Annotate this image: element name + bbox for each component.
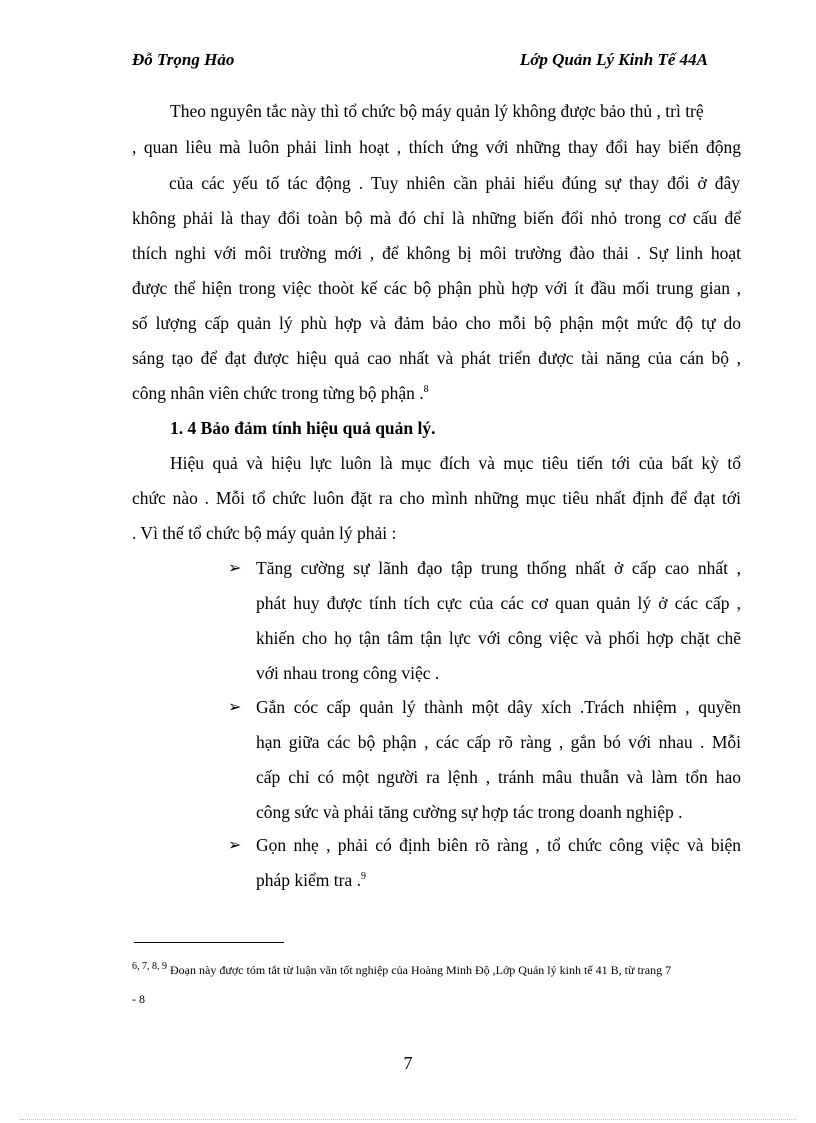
paragraph-line: . Vì thế tổ chức bộ máy quản lý phải :	[132, 523, 397, 543]
footnote-marks: 6, 7, 8, 9	[132, 961, 167, 972]
bullet-line: Tăng cường sự lãnh đạo tập trung thống nhất ở cấp cao nhất ,	[256, 558, 741, 578]
bullet-line: hạn giữa các bộ phận , các cấp rõ ràng , gắn bó với nhau . Mỗi	[256, 732, 741, 752]
paragraph-line: số lượng cấp quản lý phù hợp và đảm bảo cho mỗi bộ phận một mức độ tự do	[132, 313, 741, 333]
footnote-line: - 8	[132, 992, 145, 1006]
bullet-line: cấp chỉ có một người ra lệnh , tránh mâu thuẫn và làm tổn hao	[256, 767, 741, 787]
paragraph-line: được thể hiện trong việc thoòt kế các bộ phận phù hợp với ít đầu mối trung gian ,	[132, 278, 741, 298]
paragraph-line-last	[132, 382, 429, 404]
paragraph-line: không phải là thay đổi toàn bộ mà đó chỉ là những biến đổi nhỏ trong cơ cấu để	[132, 208, 741, 228]
bullet-line: phát huy được tính tích cực của các cơ quan quản lý ở các cấp ,	[256, 593, 741, 613]
paragraph-line: của các yếu tố tác động . Tuy nhiên cần phải hiểu đúng sự thay đổi ở đây	[169, 173, 740, 193]
bullet-line: với nhau trong công việc .	[256, 663, 440, 683]
bullet-line-last	[256, 869, 366, 891]
paragraph-line: sáng tạo để đạt được hiệu quả cao nhất và phát triển được tài năng của cán bộ ,	[132, 348, 741, 368]
paragraph-line: Hiệu quả và hiệu lực luôn là mục đích và mục tiêu tiến tới của bất kỳ tổ	[170, 453, 741, 473]
arrow-bullet-icon: ➢	[228, 837, 242, 854]
footnote-line	[132, 963, 671, 978]
footnote-text: Đoạn này được tóm tắt từ luận văn tốt nghiệp của Hoàng Minh Độ ,Lớp Quản lý kinh tế 41 B, từ trang 7	[170, 963, 672, 977]
bullet-line: Gắn cóc cấp quản lý thành một dây xích .Trách nhiệm , quyền	[256, 697, 741, 717]
bullet-line: khiến cho họ tận tâm tận lực với công việc và phối hợp chặt chẽ	[256, 628, 741, 648]
paragraph-line: chức nào . Mỗi tổ chức luôn đặt ra cho mình những mục tiêu nhất định để đạt tới	[132, 488, 741, 508]
paragraph-line: thích nghi với môi trường mới , để không bị môi trường đào thải . Sự linh hoạt	[132, 243, 741, 263]
paragraph-line: Theo nguyên tắc này thì tổ chức bộ máy quản lý không được bảo thủ , trì trệ	[170, 101, 704, 121]
page-number: 7	[403, 1053, 413, 1073]
footnote-ref: 8	[423, 384, 429, 396]
page-bottom-border	[20, 1119, 796, 1120]
footnote-separator	[134, 942, 284, 943]
bullet-line: Gọn nhẹ , phải có định biên rõ ràng , tổ chức công việc và biện	[256, 835, 741, 855]
paragraph-text: công nhân viên chức trong từng bộ phận .	[132, 383, 424, 403]
header-author: Đỗ Trọng Hảo	[132, 50, 235, 69]
bullet-text: pháp kiểm tra .	[256, 870, 361, 890]
bullet-line: công sức và phải tăng cường sự hợp tác trong doanh nghiệp .	[256, 802, 683, 822]
arrow-bullet-icon: ➢	[228, 699, 242, 716]
arrow-bullet-icon: ➢	[228, 560, 242, 577]
paragraph-line: , quan liêu mà luôn phải linh hoạt , thích ứng với những thay đổi hay biến động	[132, 137, 741, 157]
header-class: Lớp Quản Lý Kinh Tế 44A	[519, 50, 708, 69]
footnote-ref: 9	[360, 871, 366, 883]
section-heading: 1. 4 Bảo đảm tính hiệu quả quản lý.	[170, 418, 436, 438]
